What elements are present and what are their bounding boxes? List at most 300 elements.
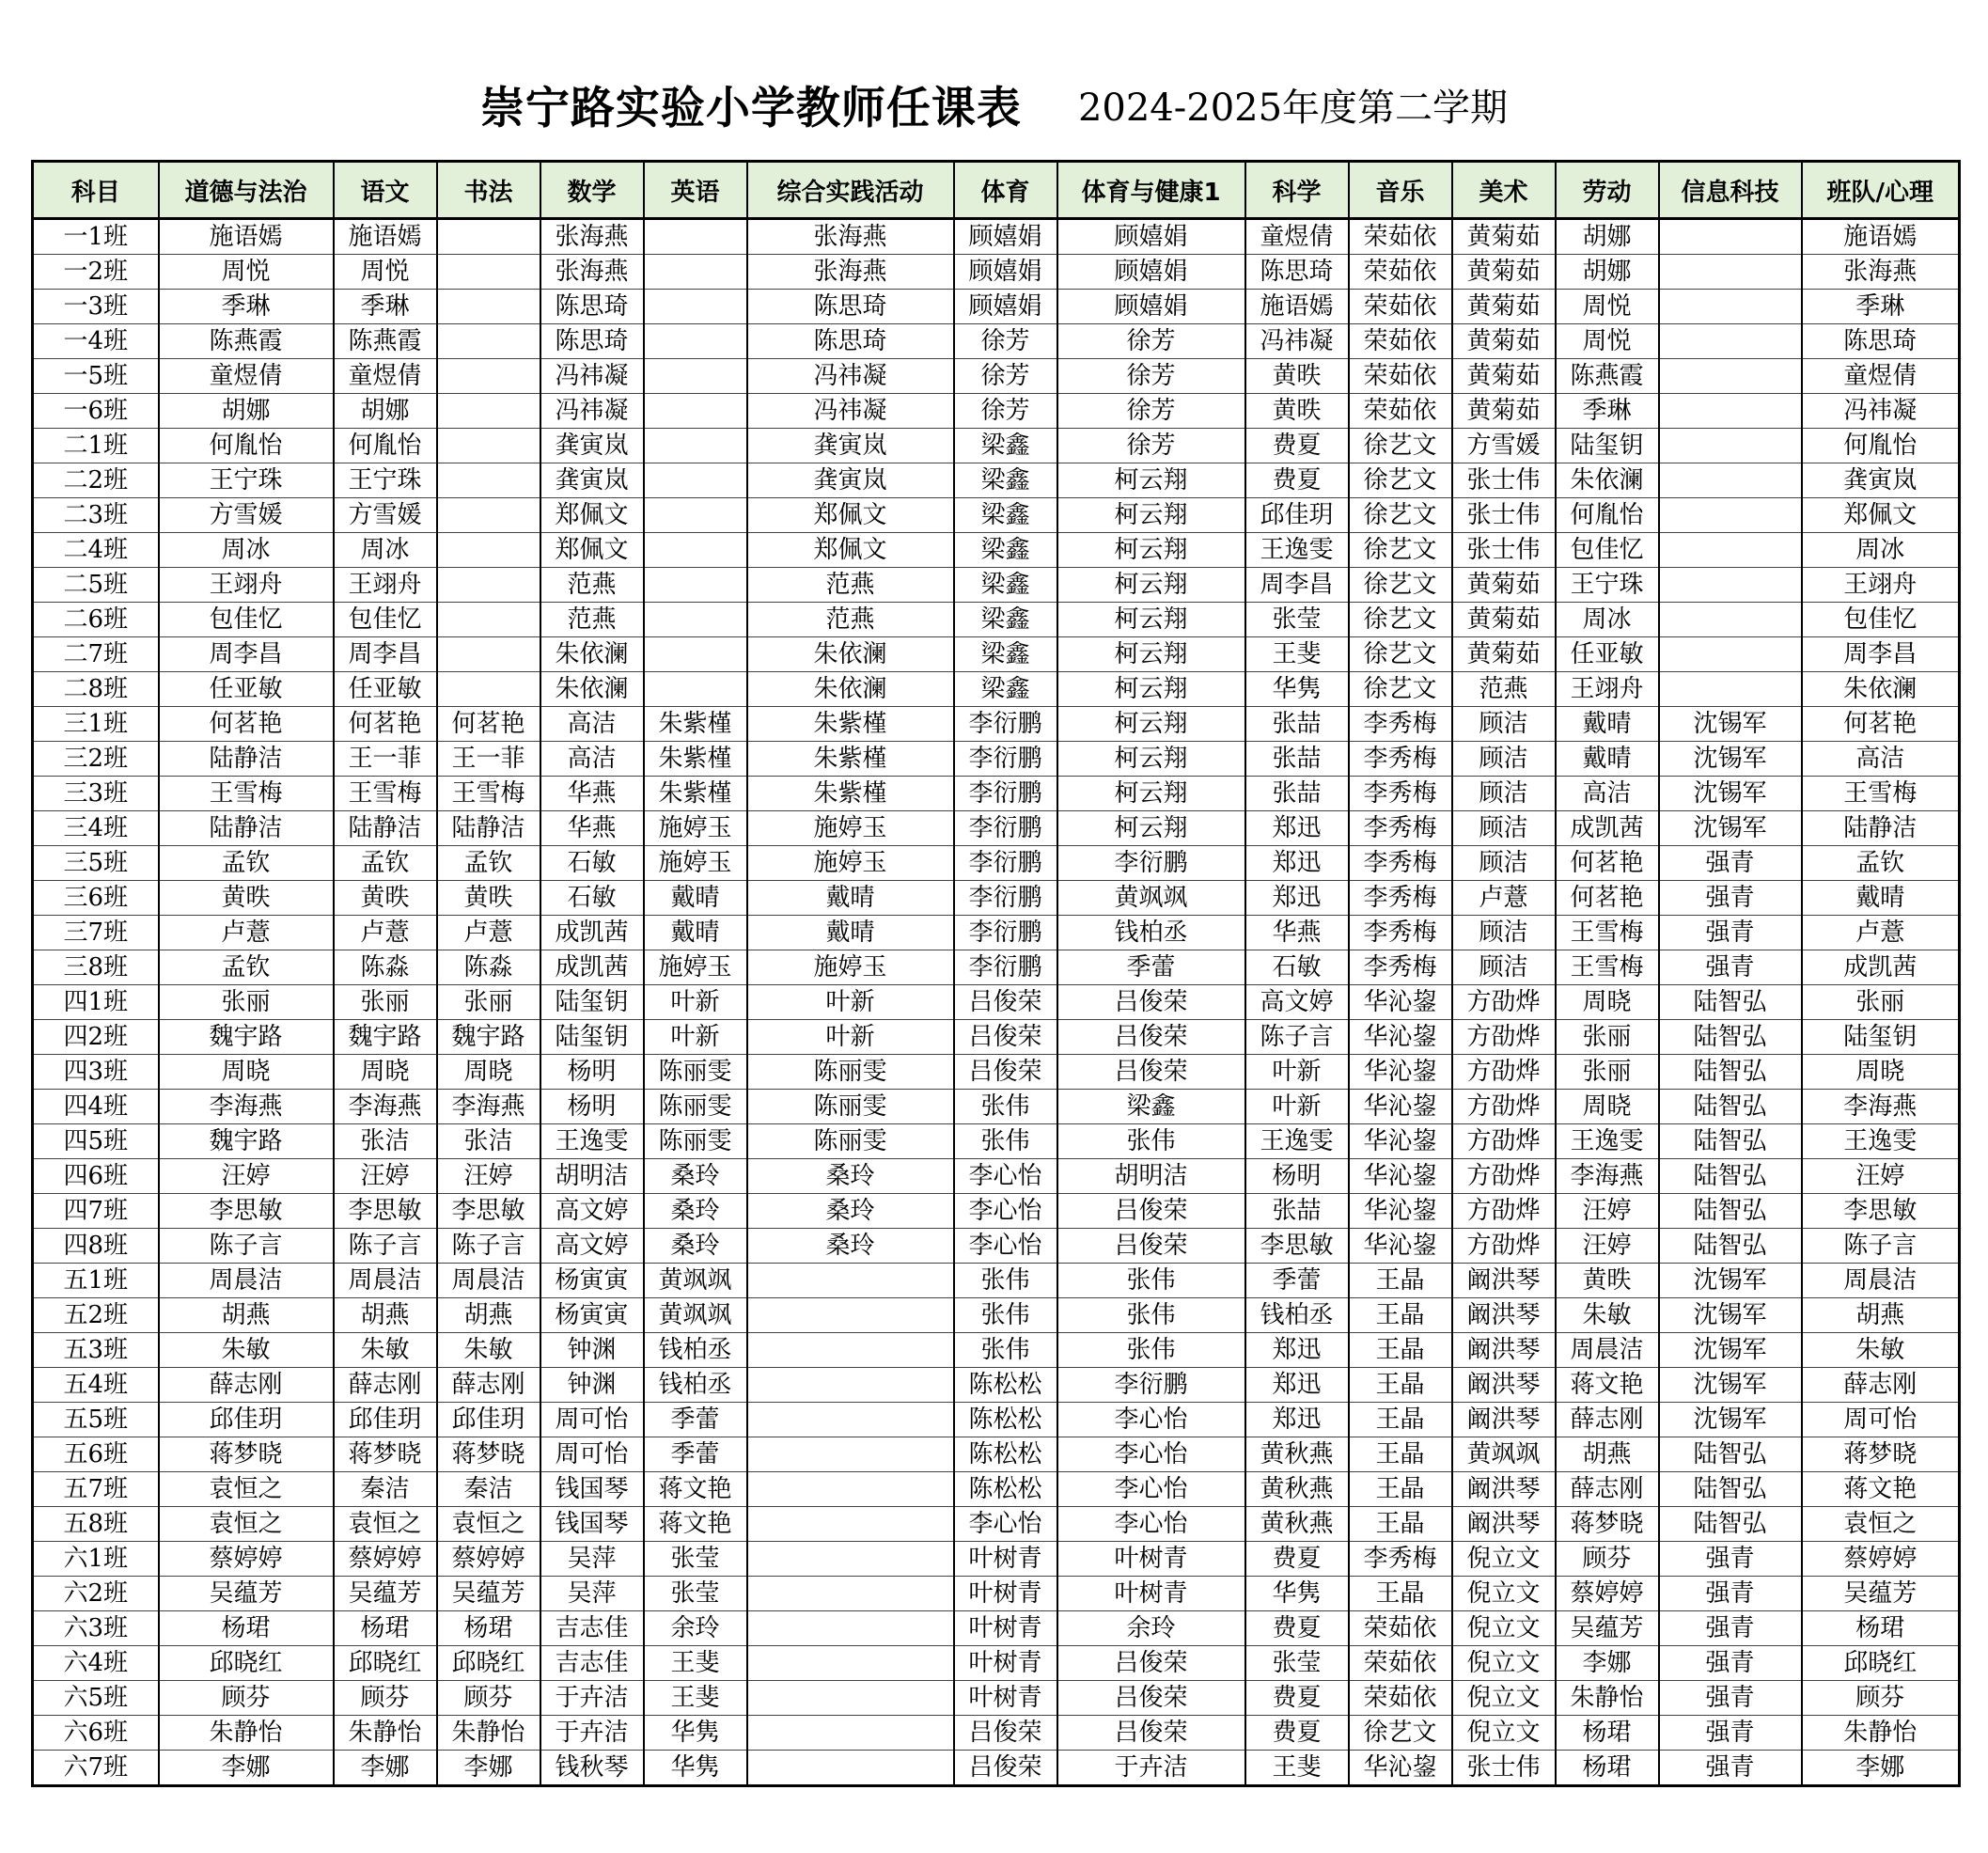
- teacher-cell: 钟渊: [540, 1368, 644, 1403]
- teacher-cell: 蔡婷婷: [437, 1542, 540, 1577]
- teacher-cell: 邱佳玥: [334, 1403, 437, 1437]
- teacher-cell: 陈子言: [159, 1229, 334, 1264]
- class-name-cell: 三2班: [33, 742, 159, 777]
- teacher-cell: 蒋梦晓: [1802, 1437, 1960, 1472]
- teacher-cell: 陈思琦: [540, 290, 644, 324]
- teacher-cell: [747, 1403, 954, 1437]
- teacher-cell: 戴晴: [1802, 881, 1960, 916]
- teacher-cell: 杨寅寅: [540, 1264, 644, 1298]
- teacher-cell: 李衍鹏: [1057, 1368, 1245, 1403]
- teacher-cell: 陆静洁: [437, 811, 540, 846]
- teacher-cell: 何茗艳: [334, 707, 437, 742]
- column-header: 数学: [540, 162, 644, 219]
- teacher-cell: 桑玲: [747, 1229, 954, 1264]
- class-name-cell: 四4班: [33, 1090, 159, 1124]
- teacher-cell: 何胤怡: [1802, 429, 1960, 463]
- teacher-cell: 朱依澜: [540, 637, 644, 672]
- teacher-cell: 周李昌: [1245, 568, 1349, 603]
- teacher-cell: 顾洁: [1452, 811, 1556, 846]
- teacher-cell: 李心怡: [954, 1507, 1057, 1542]
- teacher-cell: 沈锡军: [1659, 1368, 1802, 1403]
- table-row: [33, 777, 1960, 811]
- teacher-cell: 胡明洁: [1057, 1159, 1245, 1194]
- teacher-cell: 王翊舟: [159, 568, 334, 603]
- class-name-cell: 三3班: [33, 777, 159, 811]
- teacher-cell: 余玲: [1057, 1611, 1245, 1646]
- teacher-cell: 荣茹依: [1349, 1611, 1452, 1646]
- teacher-cell: 成凯茜: [540, 916, 644, 950]
- teacher-cell: 王翊舟: [334, 568, 437, 603]
- teacher-cell: 陆智弘: [1659, 1472, 1802, 1507]
- teacher-cell: 张丽: [334, 985, 437, 1020]
- teacher-cell: [644, 324, 747, 359]
- teacher-cell: [644, 498, 747, 533]
- teacher-cell: 叶树青: [954, 1611, 1057, 1646]
- teacher-cell: [437, 637, 540, 672]
- teacher-cell: 包佳忆: [159, 603, 334, 637]
- teacher-cell: 周晓: [1802, 1055, 1960, 1090]
- teacher-cell: 卢薏: [334, 916, 437, 950]
- teacher-cell: 李秀梅: [1349, 811, 1452, 846]
- teacher-cell: 汪婷: [334, 1159, 437, 1194]
- teacher-cell: 吕俊荣: [954, 1020, 1057, 1055]
- teacher-cell: 郑迅: [1245, 1368, 1349, 1403]
- teacher-cell: 施婷玉: [747, 950, 954, 985]
- teacher-cell: 朱敏: [437, 1333, 540, 1368]
- teacher-cell: 蔡婷婷: [1556, 1577, 1659, 1611]
- teacher-cell: 杨明: [1245, 1159, 1349, 1194]
- class-name-cell: 六2班: [33, 1577, 159, 1611]
- teacher-cell: 薛志刚: [334, 1368, 437, 1403]
- teacher-cell: 张伟: [954, 1264, 1057, 1298]
- table-row: [33, 637, 1960, 672]
- class-name-cell: 五8班: [33, 1507, 159, 1542]
- teacher-cell: 李海燕: [437, 1090, 540, 1124]
- teacher-cell: 李思敏: [1802, 1194, 1960, 1229]
- teacher-cell: 陈松松: [954, 1368, 1057, 1403]
- teacher-cell: 何胤怡: [334, 429, 437, 463]
- teacher-cell: [437, 672, 540, 707]
- teacher-cell: 黄昳: [1245, 394, 1349, 429]
- teacher-cell: 卢薏: [159, 916, 334, 950]
- teacher-cell: 钱柏丞: [644, 1333, 747, 1368]
- teacher-cell: 朱紫槿: [644, 777, 747, 811]
- teacher-cell: 李思敏: [159, 1194, 334, 1229]
- teacher-cell: 施语嫣: [159, 219, 334, 255]
- teacher-cell: 吕俊荣: [1057, 1646, 1245, 1681]
- teacher-cell: 龚寅岚: [540, 463, 644, 498]
- teacher-cell: 强青: [1659, 1542, 1802, 1577]
- teacher-cell: 汪婷: [1802, 1159, 1960, 1194]
- teacher-cell: 强青: [1659, 1716, 1802, 1751]
- teacher-cell: [437, 394, 540, 429]
- teacher-cell: 张伟: [1057, 1264, 1245, 1298]
- teacher-cell: 王晶: [1349, 1577, 1452, 1611]
- class-name-cell: 二7班: [33, 637, 159, 672]
- teacher-cell: 施婷玉: [644, 846, 747, 881]
- table-row: [33, 568, 1960, 603]
- teacher-cell: 吕俊荣: [1057, 1194, 1245, 1229]
- table-row: [33, 463, 1960, 498]
- teacher-cell: 李海燕: [1556, 1159, 1659, 1194]
- teacher-cell: 陆静洁: [159, 811, 334, 846]
- teacher-cell: 柯云翔: [1057, 707, 1245, 742]
- teacher-cell: 华沁鋆: [1349, 1751, 1452, 1786]
- teacher-cell: 陈松松: [954, 1403, 1057, 1437]
- teacher-cell: [644, 255, 747, 290]
- teacher-cell: 何茗艳: [1556, 846, 1659, 881]
- teacher-cell: 邱晓红: [437, 1646, 540, 1681]
- teacher-cell: 王逸雯: [1245, 1124, 1349, 1159]
- teacher-cell: 张士伟: [1452, 533, 1556, 568]
- teacher-cell: 黄菊茹: [1452, 394, 1556, 429]
- teacher-cell: 何茗艳: [437, 707, 540, 742]
- teacher-cell: 华隽: [1245, 672, 1349, 707]
- teacher-cell: 周悦: [1556, 324, 1659, 359]
- teacher-cell: 童煜倩: [1802, 359, 1960, 394]
- teacher-cell: 陆智弘: [1659, 1124, 1802, 1159]
- teacher-cell: 成凯茜: [1556, 811, 1659, 846]
- teacher-cell: 陆智弘: [1659, 1159, 1802, 1194]
- teacher-cell: 张士伟: [1452, 498, 1556, 533]
- teacher-cell: [747, 1646, 954, 1681]
- teacher-cell: 方劭烨: [1452, 1159, 1556, 1194]
- column-header: 体育: [954, 162, 1057, 219]
- teacher-cell: 陆静洁: [334, 811, 437, 846]
- teacher-cell: 朱紫槿: [644, 707, 747, 742]
- teacher-cell: [644, 359, 747, 394]
- teacher-cell: 张丽: [1556, 1020, 1659, 1055]
- teacher-cell: 李娜: [334, 1751, 437, 1786]
- teacher-cell: 王雪梅: [1556, 950, 1659, 985]
- teacher-cell: 李秀梅: [1349, 881, 1452, 916]
- teacher-cell: 柯云翔: [1057, 811, 1245, 846]
- teacher-cell: 吴蕴芳: [334, 1577, 437, 1611]
- teacher-cell: 阚洪琴: [1452, 1333, 1556, 1368]
- teacher-cell: 何茗艳: [1802, 707, 1960, 742]
- teacher-cell: 朱静怡: [334, 1716, 437, 1751]
- teacher-cell: [1659, 463, 1802, 498]
- table-row: [33, 1681, 1960, 1716]
- teacher-cell: 阚洪琴: [1452, 1368, 1556, 1403]
- teacher-cell: 郑迅: [1245, 811, 1349, 846]
- teacher-cell: [747, 1264, 954, 1298]
- title-row: [0, 71, 1988, 137]
- teacher-cell: 柯云翔: [1057, 568, 1245, 603]
- teacher-cell: 杨明: [540, 1090, 644, 1124]
- teacher-cell: 华隽: [644, 1751, 747, 1786]
- teacher-cell: 张莹: [1245, 1646, 1349, 1681]
- teacher-cell: 童煜倩: [159, 359, 334, 394]
- teacher-cell: 黄菊茹: [1452, 290, 1556, 324]
- teacher-cell: [747, 1681, 954, 1716]
- teacher-cell: 季琳: [1802, 290, 1960, 324]
- class-name-cell: 三1班: [33, 707, 159, 742]
- teacher-cell: 蒋文艳: [1556, 1368, 1659, 1403]
- teacher-cell: 李衍鹏: [954, 777, 1057, 811]
- teacher-cell: 蔡婷婷: [1802, 1542, 1960, 1577]
- teacher-cell: 李衍鹏: [1057, 846, 1245, 881]
- teacher-cell: 周晨洁: [1556, 1333, 1659, 1368]
- table-row: [33, 1716, 1960, 1751]
- teacher-cell: [1659, 429, 1802, 463]
- teacher-cell: 李心怡: [1057, 1437, 1245, 1472]
- table-row: [33, 1368, 1960, 1403]
- teacher-cell: 王一菲: [334, 742, 437, 777]
- teacher-cell: 朱静怡: [437, 1716, 540, 1751]
- teacher-cell: 高洁: [1802, 742, 1960, 777]
- teacher-cell: 陈燕霞: [159, 324, 334, 359]
- teacher-cell: 童煜倩: [334, 359, 437, 394]
- teacher-cell: 徐艺文: [1349, 498, 1452, 533]
- teacher-cell: 孟钦: [1802, 846, 1960, 881]
- column-header: 语文: [334, 162, 437, 219]
- teacher-cell: 黄昳: [159, 881, 334, 916]
- teacher-cell: 施语嫣: [1245, 290, 1349, 324]
- teacher-cell: 强青: [1659, 1681, 1802, 1716]
- teacher-cell: 华燕: [540, 777, 644, 811]
- class-name-cell: 六3班: [33, 1611, 159, 1646]
- teacher-cell: 桑玲: [747, 1194, 954, 1229]
- teacher-cell: [644, 429, 747, 463]
- teacher-cell: [644, 533, 747, 568]
- class-name-cell: 五4班: [33, 1368, 159, 1403]
- teacher-cell: 王晶: [1349, 1264, 1452, 1298]
- class-name-cell: 六4班: [33, 1646, 159, 1681]
- teacher-cell: 顾芬: [437, 1681, 540, 1716]
- teacher-cell: 魏宇路: [159, 1124, 334, 1159]
- teacher-cell: 徐艺文: [1349, 429, 1452, 463]
- teacher-cell: 钟渊: [540, 1333, 644, 1368]
- teacher-cell: [437, 290, 540, 324]
- class-name-cell: 六5班: [33, 1681, 159, 1716]
- teacher-cell: 秦洁: [334, 1472, 437, 1507]
- teacher-cell: 黄菊茹: [1452, 359, 1556, 394]
- teacher-cell: 邱晓红: [159, 1646, 334, 1681]
- teacher-cell: 杨珺: [1556, 1716, 1659, 1751]
- teacher-cell: 黄昳: [1556, 1264, 1659, 1298]
- table-row: [33, 603, 1960, 637]
- class-name-cell: 一4班: [33, 324, 159, 359]
- teacher-cell: 成凯茜: [1802, 950, 1960, 985]
- teacher-cell: 陈淼: [437, 950, 540, 985]
- teacher-cell: [644, 219, 747, 255]
- teacher-cell: 王斐: [1245, 1751, 1349, 1786]
- class-name-cell: 四2班: [33, 1020, 159, 1055]
- teacher-cell: 华沁鋆: [1349, 985, 1452, 1020]
- teacher-cell: 李秀梅: [1349, 777, 1452, 811]
- teacher-cell: 吕俊荣: [954, 1716, 1057, 1751]
- teacher-cell: [747, 1716, 954, 1751]
- teacher-cell: [747, 1611, 954, 1646]
- class-name-cell: 三5班: [33, 846, 159, 881]
- teacher-cell: 陈松松: [954, 1437, 1057, 1472]
- teacher-cell: 朱依澜: [747, 672, 954, 707]
- teacher-cell: 张伟: [1057, 1333, 1245, 1368]
- teacher-cell: 朱紫槿: [644, 742, 747, 777]
- teacher-cell: [644, 394, 747, 429]
- teacher-cell: 王宁珠: [1556, 568, 1659, 603]
- teacher-cell: 郑佩文: [1802, 498, 1960, 533]
- teacher-cell: [747, 1368, 954, 1403]
- teacher-cell: 梁鑫: [954, 637, 1057, 672]
- teacher-cell: 王雪梅: [1802, 777, 1960, 811]
- teacher-cell: 邱佳玥: [1245, 498, 1349, 533]
- teacher-cell: 梁鑫: [1057, 1090, 1245, 1124]
- teacher-cell: 龚寅岚: [540, 429, 644, 463]
- teacher-cell: 张士伟: [1452, 463, 1556, 498]
- teacher-cell: 陆玺钥: [1802, 1020, 1960, 1055]
- teacher-cell: 徐艺文: [1349, 637, 1452, 672]
- teacher-cell: 戴晴: [1556, 742, 1659, 777]
- teacher-cell: 包佳忆: [334, 603, 437, 637]
- teacher-cell: 张海燕: [540, 219, 644, 255]
- teacher-cell: 王雪梅: [437, 777, 540, 811]
- teacher-cell: 黄秋燕: [1245, 1472, 1349, 1507]
- teacher-cell: 黄秋燕: [1245, 1507, 1349, 1542]
- teacher-cell: 李思敏: [1245, 1229, 1349, 1264]
- table-row: [33, 429, 1960, 463]
- teacher-cell: 沈锡军: [1659, 1264, 1802, 1298]
- teacher-cell: 张莹: [644, 1577, 747, 1611]
- teacher-cell: [437, 429, 540, 463]
- teacher-cell: 成凯茜: [540, 950, 644, 985]
- table-row: [33, 1542, 1960, 1577]
- teacher-cell: 童煜倩: [1245, 219, 1349, 255]
- teacher-cell: 沈锡军: [1659, 1403, 1802, 1437]
- teacher-cell: 陆静洁: [1802, 811, 1960, 846]
- class-name-cell: 五1班: [33, 1264, 159, 1298]
- teacher-cell: 张伟: [954, 1090, 1057, 1124]
- teacher-cell: 薛志刚: [437, 1368, 540, 1403]
- teacher-cell: 周晨洁: [334, 1264, 437, 1298]
- teacher-cell: 顾嬉娟: [1057, 255, 1245, 290]
- table-row: [33, 255, 1960, 290]
- teacher-cell: 胡娜: [159, 394, 334, 429]
- teacher-cell: 强青: [1659, 1646, 1802, 1681]
- teacher-cell: 徐芳: [954, 394, 1057, 429]
- teacher-cell: [437, 463, 540, 498]
- teacher-cell: 荣茹依: [1349, 324, 1452, 359]
- teacher-cell: 顾洁: [1452, 707, 1556, 742]
- teacher-cell: 阚洪琴: [1452, 1264, 1556, 1298]
- table-row: [33, 1437, 1960, 1472]
- teacher-cell: 吉志佳: [540, 1646, 644, 1681]
- teacher-cell: 费夏: [1245, 1542, 1349, 1577]
- teacher-cell: 周晨洁: [437, 1264, 540, 1298]
- teacher-cell: 周悦: [334, 255, 437, 290]
- teacher-cell: 邱佳玥: [437, 1403, 540, 1437]
- teacher-cell: 张洁: [334, 1124, 437, 1159]
- teacher-cell: 黄菊茹: [1452, 219, 1556, 255]
- teacher-cell: 胡燕: [159, 1298, 334, 1333]
- teacher-cell: 朱敏: [159, 1333, 334, 1368]
- teacher-cell: [1659, 672, 1802, 707]
- teacher-cell: 范燕: [540, 603, 644, 637]
- teacher-cell: 黄菊茹: [1452, 637, 1556, 672]
- teacher-cell: 蒋文艳: [644, 1472, 747, 1507]
- teacher-cell: 陈思琦: [747, 324, 954, 359]
- teacher-cell: 杨珺: [334, 1611, 437, 1646]
- teacher-cell: 顾洁: [1452, 742, 1556, 777]
- teacher-cell: 吴萍: [540, 1577, 644, 1611]
- teacher-cell: 张伟: [954, 1124, 1057, 1159]
- teacher-cell: 顾嬉娟: [954, 290, 1057, 324]
- teacher-cell: 荣茹依: [1349, 1646, 1452, 1681]
- teacher-cell: 冯祎凝: [540, 359, 644, 394]
- teacher-cell: 邱晓红: [334, 1646, 437, 1681]
- teacher-cell: 倪立文: [1452, 1577, 1556, 1611]
- teacher-cell: 王逸雯: [1802, 1124, 1960, 1159]
- teacher-cell: 叶树青: [954, 1577, 1057, 1611]
- teacher-cell: 阚洪琴: [1452, 1507, 1556, 1542]
- teacher-cell: 李秀梅: [1349, 846, 1452, 881]
- table-row: [33, 1472, 1960, 1507]
- teacher-cell: 周可怡: [1802, 1403, 1960, 1437]
- teacher-cell: 徐芳: [1057, 324, 1245, 359]
- table-row: [33, 1194, 1960, 1229]
- table-row: [33, 846, 1960, 881]
- class-name-cell: 二5班: [33, 568, 159, 603]
- teacher-cell: 张海燕: [747, 219, 954, 255]
- teacher-cell: 李思敏: [437, 1194, 540, 1229]
- teacher-cell: [1659, 219, 1802, 255]
- class-name-cell: 一5班: [33, 359, 159, 394]
- teacher-cell: 顾嬉娟: [1057, 290, 1245, 324]
- table-row: [33, 1577, 1960, 1611]
- teacher-cell: [1659, 290, 1802, 324]
- teacher-cell: 于卉洁: [540, 1716, 644, 1751]
- teacher-cell: [1659, 255, 1802, 290]
- teacher-cell: 钱柏丞: [1057, 916, 1245, 950]
- teacher-cell: 周晓: [334, 1055, 437, 1090]
- teacher-cell: 荣茹依: [1349, 359, 1452, 394]
- column-header: 音乐: [1349, 162, 1452, 219]
- table-body: [33, 219, 1960, 1786]
- teacher-cell: [1659, 394, 1802, 429]
- teacher-cell: 荣茹依: [1349, 290, 1452, 324]
- teacher-cell: 李娜: [1556, 1646, 1659, 1681]
- teacher-cell: [747, 1437, 954, 1472]
- teacher-cell: 王斐: [644, 1681, 747, 1716]
- teacher-cell: 沈锡军: [1659, 1298, 1802, 1333]
- teacher-cell: 郑迅: [1245, 1403, 1349, 1437]
- teacher-cell: 杨珺: [159, 1611, 334, 1646]
- teacher-cell: 于卉洁: [1057, 1751, 1245, 1786]
- teacher-cell: 顾洁: [1452, 950, 1556, 985]
- teacher-cell: 柯云翔: [1057, 603, 1245, 637]
- teacher-cell: 张伟: [1057, 1298, 1245, 1333]
- teacher-cell: 华隽: [1245, 1577, 1349, 1611]
- teacher-cell: 李海燕: [1802, 1090, 1960, 1124]
- teacher-cell: 柯云翔: [1057, 533, 1245, 568]
- teacher-cell: 顾洁: [1452, 777, 1556, 811]
- teacher-cell: 顾嬉娟: [954, 255, 1057, 290]
- table-row: [33, 290, 1960, 324]
- class-name-cell: 六1班: [33, 1542, 159, 1577]
- teacher-cell: 吕俊荣: [954, 1055, 1057, 1090]
- teacher-cell: 周冰: [159, 533, 334, 568]
- teacher-cell: 周李昌: [334, 637, 437, 672]
- teacher-cell: 费夏: [1245, 463, 1349, 498]
- teacher-cell: 陈燕霞: [334, 324, 437, 359]
- teacher-cell: 张士伟: [1452, 1751, 1556, 1786]
- teacher-cell: 包佳忆: [1556, 533, 1659, 568]
- teacher-cell: 陆智弘: [1659, 1507, 1802, 1542]
- teacher-cell: 顾芬: [334, 1681, 437, 1716]
- teacher-cell: 吴蕴芳: [1802, 1577, 1960, 1611]
- teacher-cell: 王雪梅: [334, 777, 437, 811]
